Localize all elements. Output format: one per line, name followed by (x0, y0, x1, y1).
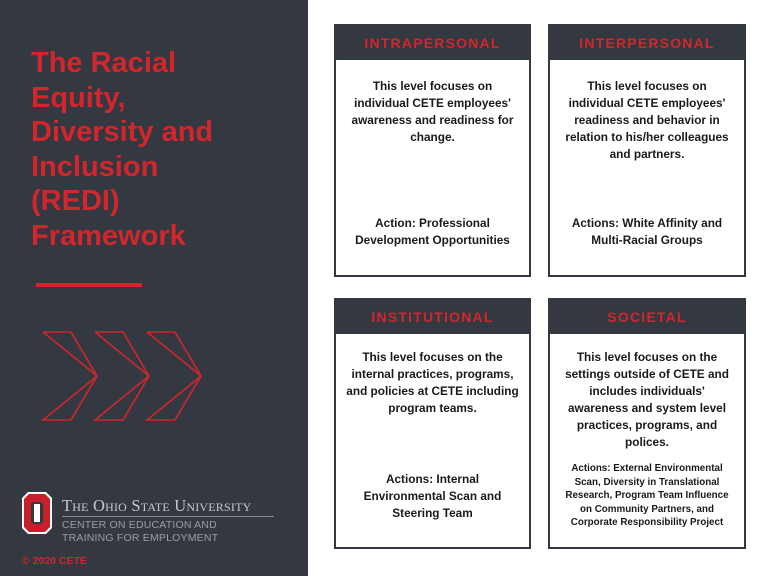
title-line: Framework (31, 219, 186, 252)
title-line: Inclusion (31, 150, 159, 183)
ohio-state-o-logo (22, 492, 52, 534)
card-action: Actions: White Affinity and Multi-Racial Groups (571, 216, 723, 247)
title-line: The Racial (31, 47, 177, 79)
card-header: INTERPERSONAL (550, 26, 744, 60)
chevron-right-icon (147, 332, 201, 420)
card-action: Action: Professional Development Opportunities (355, 216, 510, 247)
title-line: Equity, (31, 81, 126, 114)
card-institutional (334, 298, 531, 549)
card-header: INSTITUTIONAL (336, 300, 529, 334)
card-societal (548, 298, 746, 549)
card-intrapersonal (334, 24, 531, 277)
card-header: SOCIETAL (550, 300, 744, 334)
logo-divider (62, 516, 274, 517)
title-line: (REDI) (31, 185, 120, 217)
card-description: This level focuses on the internal practices, programs, and policies at CETE including program teams. (346, 350, 519, 415)
chevron-right-icon (43, 332, 97, 420)
card-description: This level focuses on individual CETE employees' awareness and readiness for change. (351, 79, 514, 144)
chevron-right-icon (95, 332, 149, 420)
chevron-decoration (40, 330, 210, 427)
center-name-line1: CENTER ON EDUCATION AND (62, 519, 217, 531)
card-action: Actions: Internal Environmental Scan and Steering Team (363, 472, 502, 520)
card-description: This level focuses on individual CETE employees' readiness and behavior in relation to his/her colleagues and partners. (565, 79, 729, 161)
card-interpersonal (548, 24, 746, 277)
card-action: Actions: External Environmental Scan, Diversity in Translational Research, Program Team Influence on Community Partners, and Corporate Responsibility Project (565, 463, 729, 528)
center-name-line2: TRAINING FOR EMPLOYMENT (62, 532, 219, 544)
page-title (31, 46, 291, 253)
copyright-text: © 2020 CETE (22, 555, 87, 567)
card-header: INTRAPERSONAL (336, 26, 529, 60)
title-underline (36, 283, 142, 287)
title-line: Diversity and (31, 116, 214, 148)
card-description: This level focuses on the settings outside of CETE and includes individuals' awareness and system level practices, programs, and polices. (565, 350, 729, 449)
left-panel (0, 0, 308, 576)
university-name: The Ohio State University (62, 496, 252, 515)
